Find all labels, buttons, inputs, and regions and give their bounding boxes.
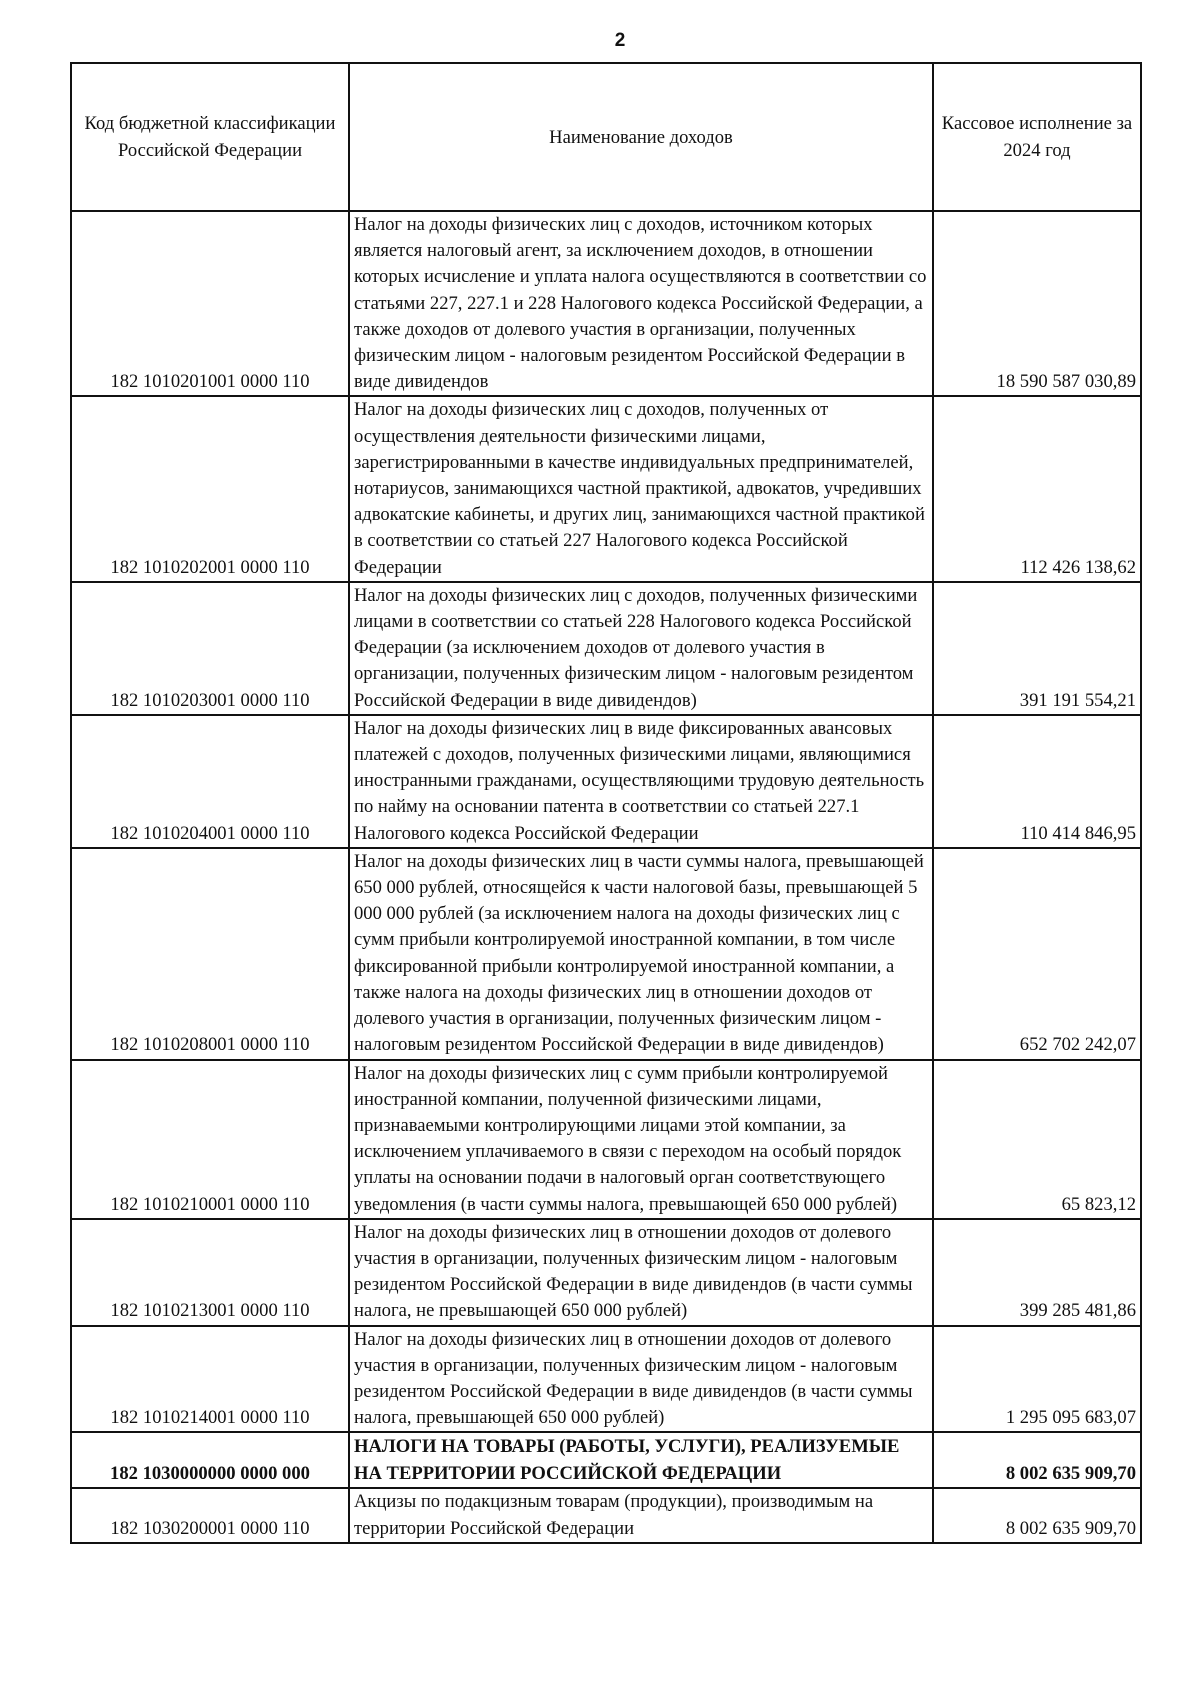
row-amount: 1 295 095 683,07 — [933, 1326, 1141, 1433]
table-row — [71, 715, 1141, 848]
row-code: 182 1030000000 0000 000 — [71, 1432, 349, 1488]
row-code: 182 1010214001 0000 110 — [71, 1326, 349, 1433]
row-name: Налог на доходы физических лиц с доходов, полученных физическими лицами в соответствии со статьей 228 Налогового кодекса Российской Федерации (за исключением доходов от долевого участия в организации, полученных физическим лицом - налоговым резидентом Российской Федерации в виде дивидендов) — [349, 582, 933, 715]
row-amount: 8 002 635 909,70 — [933, 1432, 1141, 1488]
row-amount: 391 191 554,21 — [933, 582, 1141, 715]
row-code: 182 1010210001 0000 110 — [71, 1060, 349, 1219]
table-row — [71, 1488, 1141, 1542]
row-name: Налог на доходы физических лиц в отношении доходов от долевого участия в организации, полученных физическим лицом - налоговым резидентом Российской Федерации в виде дивидендов (в части суммы налога, превышающей 650 000 рублей) — [349, 1326, 933, 1433]
row-code: 182 1010204001 0000 110 — [71, 715, 349, 848]
table-row — [71, 1060, 1141, 1219]
row-name: Налог на доходы физических лиц в части суммы налога, превышающей 650 000 рублей, относящейся к части налоговой базы, превышающей 5 000 000 рублей (за исключением налога на доходы физических лиц с сумм прибыли контролируемой иностранной компании, в том числе фиксированной прибыли контролируемой иностранной компании, а также налога на доходы физических лиц в отношении доходов от долевого участия в организации, полученных физическим лицом - налоговым резидентом Российской Федерации в виде дивидендов) — [349, 848, 933, 1060]
row-code: 182 1010203001 0000 110 — [71, 582, 349, 715]
header-amount: Кассовое исполнение за 2024 год — [933, 63, 1141, 211]
row-amount: 18 590 587 030,89 — [933, 211, 1141, 396]
income-table — [70, 62, 1142, 1544]
header-code: Код бюджетной классификации Российской Федерации — [71, 63, 349, 211]
row-amount: 8 002 635 909,70 — [933, 1488, 1141, 1542]
row-code: 182 1030200001 0000 110 — [71, 1488, 349, 1542]
page-number: 2 — [614, 30, 626, 51]
row-name: НАЛОГИ НА ТОВАРЫ (РАБОТЫ, УСЛУГИ), РЕАЛИЗУЕМЫЕ НА ТЕРРИТОРИИ РОССИЙСКОЙ ФЕДЕРАЦИИ — [349, 1432, 933, 1488]
row-name: Налог на доходы физических лиц в отношении доходов от долевого участия в организации, полученных физическим лицом - налоговым резидентом Российской Федерации в виде дивидендов (в части суммы налога, не превышающей 650 000 рублей) — [349, 1219, 933, 1326]
header-name: Наименование доходов — [349, 63, 933, 211]
row-name: Налог на доходы физических лиц с доходов, полученных от осуществления деятельности физическими лицами, зарегистрированными в качестве индивидуальных предпринимателей, нотариусов, занимающихся частной практикой, адвокатов, учредивших адвокатские кабинеты, и других лиц, занимающихся частной практикой в соответствии со статьей 227 Налогового кодекса Российской Федерации — [349, 396, 933, 581]
table-row — [71, 396, 1141, 581]
row-amount: 652 702 242,07 — [933, 848, 1141, 1060]
row-amount: 112 426 138,62 — [933, 396, 1141, 581]
table-row — [71, 582, 1141, 715]
row-name: Налог на доходы физических лиц с доходов, источником которых является налоговый агент, за исключением доходов, в отношении которых исчисление и уплата налога осуществляются в соответствии со статьями 227, 227.1 и 228 Налогового кодекса Российской Федерации, а также доходов от долевого участия в организации, полученных физическим лицом - налоговым резидентом Российской Федерации в виде дивидендов — [349, 211, 933, 396]
row-name: Налог на доходы физических лиц в виде фиксированных авансовых платежей с доходов, полученных физическими лицами, являющимися иностранными гражданами, осуществляющими трудовую деятельность по найму на основании патента в соответствии со статьей 227.1 Налогового кодекса Российской Федерации — [349, 715, 933, 848]
row-code: 182 1010201001 0000 110 — [71, 211, 349, 396]
table-row — [71, 1432, 1141, 1488]
row-code: 182 1010213001 0000 110 — [71, 1219, 349, 1326]
table-row — [71, 1326, 1141, 1433]
row-amount: 65 823,12 — [933, 1060, 1141, 1219]
row-amount: 399 285 481,86 — [933, 1219, 1141, 1326]
row-name: Акцизы по подакцизным товарам (продукции), производимым на территории Российской Федерации — [349, 1488, 933, 1542]
row-name: Налог на доходы физических лиц с сумм прибыли контролируемой иностранной компании, полученной физическими лицами, признаваемыми контролирующими лицами этой компании, за исключением уплачиваемого в связи с переходом на особый порядок уплаты на основании подачи в налоговый орган соответствующего уведомления (в части суммы налога, превышающей 650 000 рублей) — [349, 1060, 933, 1219]
row-amount: 110 414 846,95 — [933, 715, 1141, 848]
table-header-row — [71, 63, 1141, 211]
row-code: 182 1010202001 0000 110 — [71, 396, 349, 581]
table-row — [71, 848, 1141, 1060]
table-row — [71, 1219, 1141, 1326]
table-row — [71, 211, 1141, 396]
row-code: 182 1010208001 0000 110 — [71, 848, 349, 1060]
table-body — [71, 63, 1141, 1543]
